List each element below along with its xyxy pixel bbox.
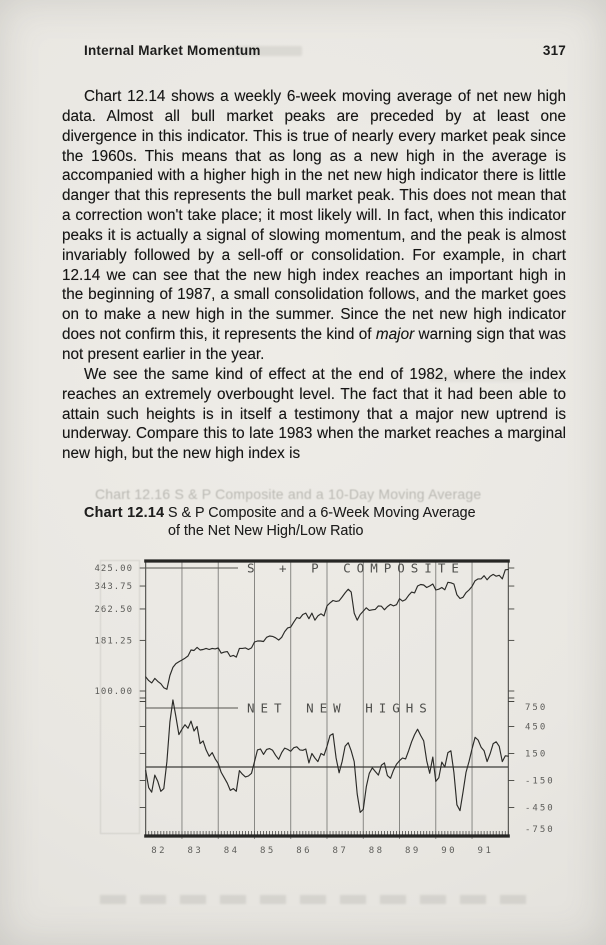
xtick-label-year: 85 xyxy=(259,846,276,856)
ytick-label-right: -450 xyxy=(525,803,555,814)
ytick-label-left: 343.75 xyxy=(94,582,133,593)
bleedthrough-artifact xyxy=(100,895,540,904)
xtick-label-year: 82 xyxy=(151,846,168,856)
xtick-label-year: 87 xyxy=(332,846,349,856)
panel-title-net-new-highs: NET NEW HIGHS xyxy=(247,700,433,716)
ytick-label-right: -150 xyxy=(525,776,555,787)
chart-caption-label: Chart 12.14 xyxy=(84,505,165,521)
chart-caption xyxy=(84,505,544,541)
ytick-label-left: 181.25 xyxy=(94,636,133,647)
ytick-label-left: 100.00 xyxy=(94,686,133,697)
ytick-label-right: -750 xyxy=(525,825,555,835)
paragraph-1 xyxy=(62,87,566,365)
body-text xyxy=(62,87,566,464)
xtick-label-year: 86 xyxy=(296,846,313,856)
chart-caption-text xyxy=(168,505,476,541)
xtick-label-year: 84 xyxy=(223,846,240,856)
xtick-label-year: 89 xyxy=(405,846,421,856)
momentum-chart xyxy=(55,552,595,892)
page-header xyxy=(84,43,566,58)
panel-title-sp-composite: S + P COMPOSITE xyxy=(247,560,465,576)
paragraph-2: We see the same kind of effect at the end of 1982, where the index reaches an extremely overbought level. The fact that it had been able to attain such heights is in itself a testimony that a major new uptrend is underway. Compare this to late 1983 when the market reaches a marginal new high, but the new high index is xyxy=(62,365,566,463)
xtick-label-year: 88 xyxy=(368,846,385,856)
ytick-label-right: 450 xyxy=(525,722,548,733)
ytick-label-left: 425.00 xyxy=(94,564,133,574)
xtick-label-year: 83 xyxy=(187,846,204,856)
page-number: 317 xyxy=(542,43,566,58)
bleedthrough-caption: Chart 12.16 S & P Composite and a 10-Day Moving Average xyxy=(95,486,482,502)
chart-caption-line1: S & P Composite and a 6-Week Moving Average xyxy=(168,505,476,521)
ytick-label-left: 262.50 xyxy=(94,604,133,615)
paragraph-1-text: Chart 12.14 shows a weekly 6-week moving average of net new high data. Almost all bull market peaks are preceded by at least one divergence in this indicator. This is true of nearly every market peak since the 1960s. This means that as long as a new high in the average is accompanied with a higher high in the net new high indicator there is little danger that this represents the bull market peak. This does not mean that a correction won't take place; it most likely will. In fact, when this indicator peaks it is actually a signal of slowing momentum, and the peak is almost invariably followed by a sell-off or consolidation. For example, in chart 12.14 we can see that the new high index reaches an important high in the beginning of 1987, a small consolidation follows, and the market goes on to make a new high in the summer. Since the net new high indicator does not confirm this, it represents the kind of xyxy=(62,88,566,344)
running-head-title: Internal Market Momentum xyxy=(84,43,261,58)
xtick-label-year: 90 xyxy=(441,846,458,856)
xtick-label-year: 91 xyxy=(477,846,494,856)
chart-caption-line2: of the Net New High/Low Ratio xyxy=(168,522,364,539)
paragraph-1-emphasis: major xyxy=(375,326,415,344)
ytick-label-right: 750 xyxy=(525,703,548,713)
ytick-label-right: 150 xyxy=(525,749,548,760)
paragraph-1-text-end: warning sign that was not present earlier in the year. xyxy=(62,326,566,363)
